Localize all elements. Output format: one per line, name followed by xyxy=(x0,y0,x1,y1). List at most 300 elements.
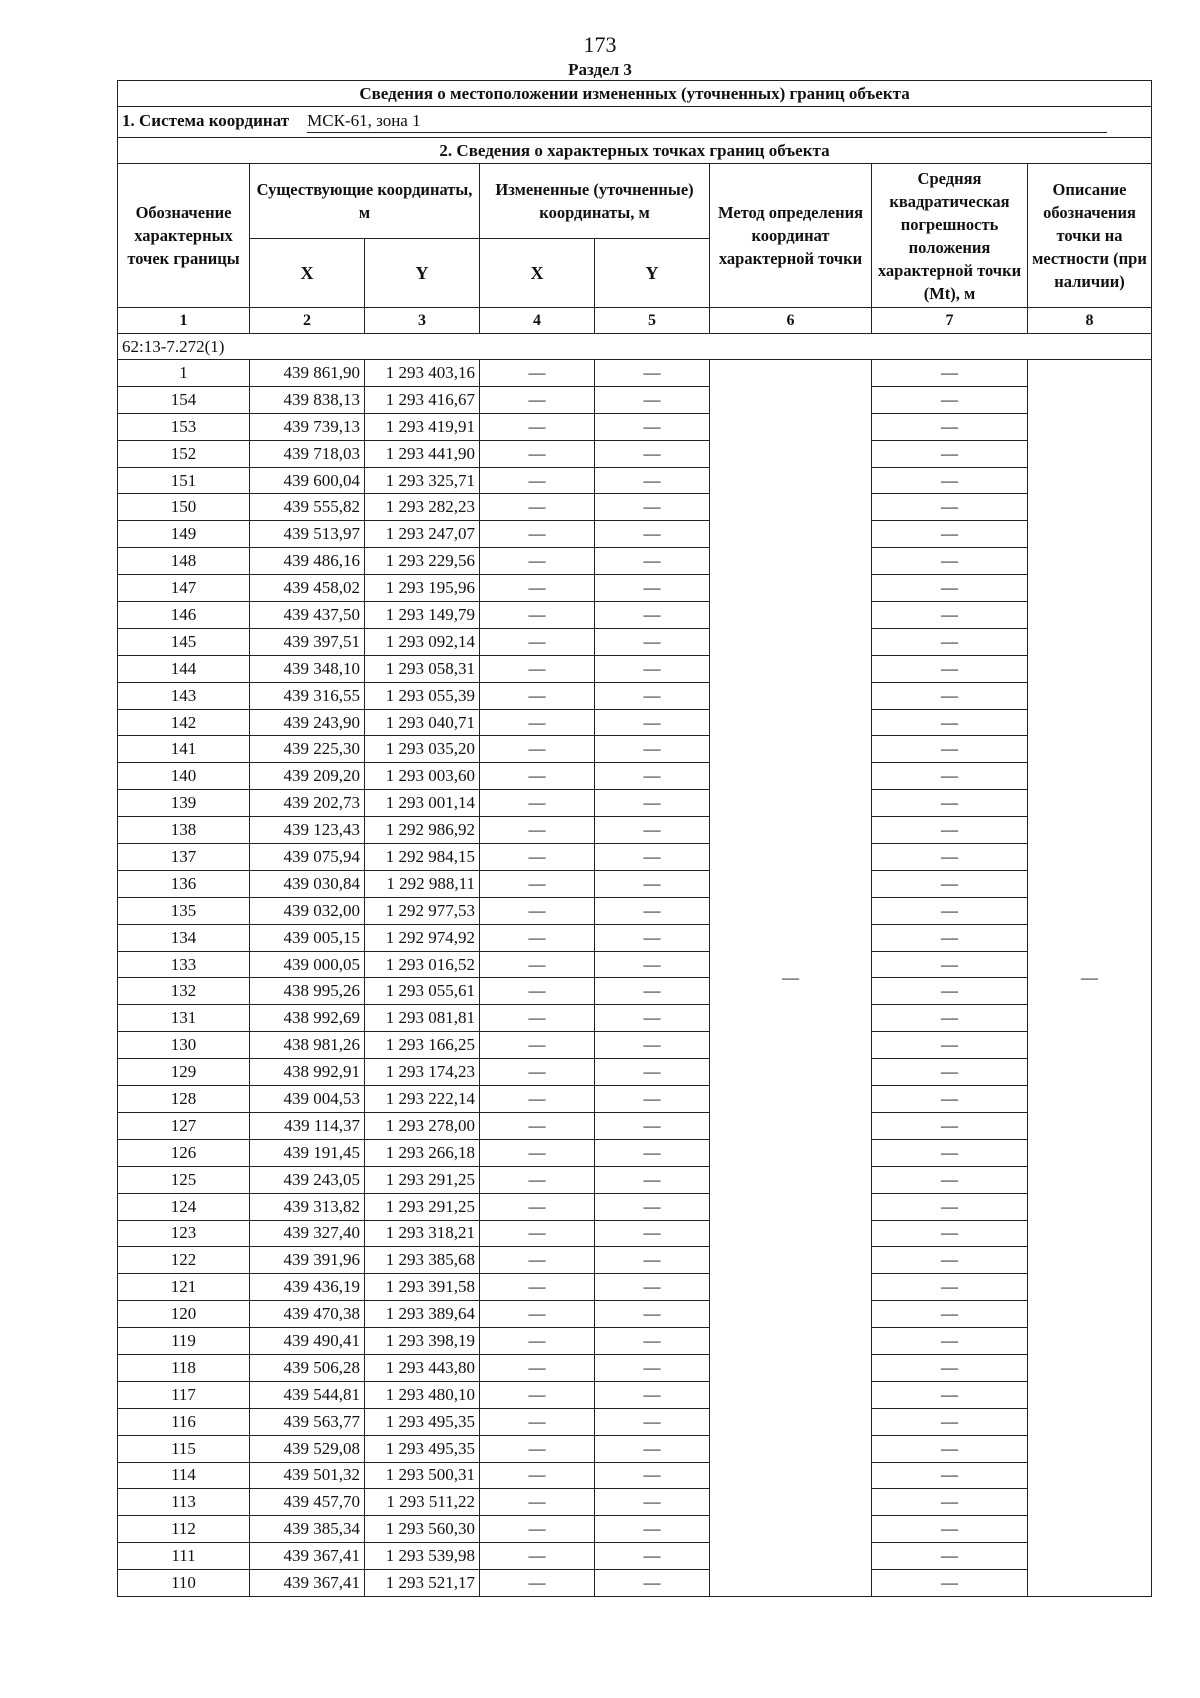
changed-x: — xyxy=(480,1086,595,1113)
changed-x: — xyxy=(480,978,595,1005)
table-row xyxy=(118,1086,1152,1113)
existing-x: 439 838,13 xyxy=(250,386,365,413)
changed-y: — xyxy=(595,790,710,817)
error-cell: — xyxy=(872,1112,1028,1139)
existing-x: 439 075,94 xyxy=(250,844,365,871)
existing-x: 439 529,08 xyxy=(250,1435,365,1462)
changed-x: — xyxy=(480,897,595,924)
existing-x: 439 436,19 xyxy=(250,1274,365,1301)
point-id: 137 xyxy=(118,844,250,871)
existing-x: 439 243,90 xyxy=(250,709,365,736)
existing-x: 439 367,41 xyxy=(250,1570,365,1597)
changed-x: — xyxy=(480,709,595,736)
existing-x: 439 209,20 xyxy=(250,763,365,790)
error-cell: — xyxy=(872,655,1028,682)
point-id: 136 xyxy=(118,870,250,897)
header-description: Описание обозначения точки на местности (при наличии) xyxy=(1028,164,1152,308)
existing-x: 439 202,73 xyxy=(250,790,365,817)
existing-x: 439 397,51 xyxy=(250,628,365,655)
point-id: 124 xyxy=(118,1193,250,1220)
error-cell: — xyxy=(872,440,1028,467)
error-cell: — xyxy=(872,1032,1028,1059)
existing-y: 1 292 988,11 xyxy=(365,870,480,897)
existing-x: 439 513,97 xyxy=(250,521,365,548)
existing-x: 439 123,43 xyxy=(250,817,365,844)
changed-y: — xyxy=(595,1005,710,1032)
header-existing-x: X xyxy=(250,239,365,308)
changed-y: — xyxy=(595,575,710,602)
changed-y: — xyxy=(595,1301,710,1328)
table-row xyxy=(118,978,1152,1005)
existing-y: 1 293 389,64 xyxy=(365,1301,480,1328)
existing-x: 439 243,05 xyxy=(250,1166,365,1193)
error-cell: — xyxy=(872,1462,1028,1489)
table-row xyxy=(118,897,1152,924)
error-cell: — xyxy=(872,1086,1028,1113)
point-id: 121 xyxy=(118,1274,250,1301)
existing-x: 439 004,53 xyxy=(250,1086,365,1113)
header-existing-y: Y xyxy=(365,239,480,308)
point-id: 123 xyxy=(118,1220,250,1247)
point-id: 151 xyxy=(118,467,250,494)
error-cell: — xyxy=(872,844,1028,871)
method-cell: — xyxy=(710,360,872,1597)
table-row xyxy=(118,1408,1152,1435)
existing-y: 1 293 419,91 xyxy=(365,413,480,440)
table-row xyxy=(118,548,1152,575)
changed-x: — xyxy=(480,1543,595,1570)
error-cell: — xyxy=(872,1328,1028,1355)
changed-x: — xyxy=(480,1462,595,1489)
table-row xyxy=(118,1274,1152,1301)
column-number: 2 xyxy=(250,308,365,334)
existing-y: 1 293 480,10 xyxy=(365,1381,480,1408)
column-number: 1 xyxy=(118,308,250,334)
changed-x: — xyxy=(480,844,595,871)
changed-y: — xyxy=(595,1032,710,1059)
point-id: 122 xyxy=(118,1247,250,1274)
existing-y: 1 293 055,61 xyxy=(365,978,480,1005)
table-row xyxy=(118,870,1152,897)
existing-x: 439 437,50 xyxy=(250,602,365,629)
table-row xyxy=(118,386,1152,413)
existing-y: 1 293 229,56 xyxy=(365,548,480,575)
existing-x: 439 506,28 xyxy=(250,1354,365,1381)
changed-x: — xyxy=(480,1274,595,1301)
table-row xyxy=(118,494,1152,521)
existing-y: 1 293 495,35 xyxy=(365,1408,480,1435)
table-row xyxy=(118,1059,1152,1086)
error-cell: — xyxy=(872,1354,1028,1381)
changed-x: — xyxy=(480,521,595,548)
coord-system-row xyxy=(118,107,1152,138)
changed-x: — xyxy=(480,494,595,521)
changed-x: — xyxy=(480,817,595,844)
changed-x: — xyxy=(480,1139,595,1166)
existing-y: 1 293 416,67 xyxy=(365,386,480,413)
existing-x: 439 032,00 xyxy=(250,897,365,924)
changed-x: — xyxy=(480,682,595,709)
column-number: 5 xyxy=(595,308,710,334)
error-cell: — xyxy=(872,360,1028,387)
table-row xyxy=(118,736,1152,763)
error-cell: — xyxy=(872,1543,1028,1570)
point-id: 120 xyxy=(118,1301,250,1328)
error-cell: — xyxy=(872,467,1028,494)
error-cell: — xyxy=(872,602,1028,629)
table-row xyxy=(118,467,1152,494)
changed-x: — xyxy=(480,1328,595,1355)
changed-x: — xyxy=(480,386,595,413)
point-id: 125 xyxy=(118,1166,250,1193)
error-cell: — xyxy=(872,1220,1028,1247)
changed-y: — xyxy=(595,897,710,924)
changed-y: — xyxy=(595,1543,710,1570)
changed-x: — xyxy=(480,1059,595,1086)
existing-y: 1 293 166,25 xyxy=(365,1032,480,1059)
table-row xyxy=(118,924,1152,951)
existing-y: 1 292 984,15 xyxy=(365,844,480,871)
table-row xyxy=(118,682,1152,709)
changed-x: — xyxy=(480,790,595,817)
existing-y: 1 293 174,23 xyxy=(365,1059,480,1086)
error-cell: — xyxy=(872,1059,1028,1086)
error-cell: — xyxy=(872,924,1028,951)
point-id: 111 xyxy=(118,1543,250,1570)
existing-y: 1 293 092,14 xyxy=(365,628,480,655)
existing-x: 439 490,41 xyxy=(250,1328,365,1355)
changed-y: — xyxy=(595,386,710,413)
existing-x: 439 391,96 xyxy=(250,1247,365,1274)
changed-y: — xyxy=(595,1328,710,1355)
point-id: 150 xyxy=(118,494,250,521)
existing-x: 439 030,84 xyxy=(250,870,365,897)
table-row xyxy=(118,1301,1152,1328)
error-cell: — xyxy=(872,1570,1028,1597)
changed-y: — xyxy=(595,521,710,548)
point-id: 1 xyxy=(118,360,250,387)
error-cell: — xyxy=(872,978,1028,1005)
existing-y: 1 292 974,92 xyxy=(365,924,480,951)
error-cell: — xyxy=(872,628,1028,655)
changed-x: — xyxy=(480,1247,595,1274)
existing-y: 1 293 539,98 xyxy=(365,1543,480,1570)
table-title: Сведения о местоположении измененных (уточненных) границ объекта xyxy=(118,81,1152,107)
error-cell: — xyxy=(872,1166,1028,1193)
changed-x: — xyxy=(480,602,595,629)
table-row xyxy=(118,1543,1152,1570)
existing-y: 1 293 391,58 xyxy=(365,1274,480,1301)
changed-y: — xyxy=(595,844,710,871)
changed-y: — xyxy=(595,817,710,844)
point-id: 119 xyxy=(118,1328,250,1355)
error-cell: — xyxy=(872,951,1028,978)
changed-y: — xyxy=(595,870,710,897)
column-number: 3 xyxy=(365,308,480,334)
coord-system-value: МСК-61, зона 1 xyxy=(307,111,1107,133)
existing-x: 439 225,30 xyxy=(250,736,365,763)
point-id: 142 xyxy=(118,709,250,736)
table-row xyxy=(118,1328,1152,1355)
table-row xyxy=(118,1032,1152,1059)
table-row xyxy=(118,1381,1152,1408)
changed-y: — xyxy=(595,1462,710,1489)
boundary-table xyxy=(117,80,1152,1597)
changed-y: — xyxy=(595,440,710,467)
table-row xyxy=(118,817,1152,844)
point-id: 116 xyxy=(118,1408,250,1435)
column-number: 4 xyxy=(480,308,595,334)
existing-x: 439 458,02 xyxy=(250,575,365,602)
changed-y: — xyxy=(595,736,710,763)
existing-y: 1 293 195,96 xyxy=(365,575,480,602)
point-id: 115 xyxy=(118,1435,250,1462)
existing-x: 439 563,77 xyxy=(250,1408,365,1435)
changed-x: — xyxy=(480,1112,595,1139)
existing-y: 1 293 495,35 xyxy=(365,1435,480,1462)
point-id: 127 xyxy=(118,1112,250,1139)
table-row xyxy=(118,413,1152,440)
changed-x: — xyxy=(480,1489,595,1516)
existing-y: 1 293 385,68 xyxy=(365,1247,480,1274)
changed-y: — xyxy=(595,763,710,790)
header-error: Средняя квадратическая погрешность положения характерной точки (Mt), м xyxy=(872,164,1028,308)
error-cell: — xyxy=(872,1489,1028,1516)
table-row xyxy=(118,709,1152,736)
changed-x: — xyxy=(480,951,595,978)
existing-y: 1 293 266,18 xyxy=(365,1139,480,1166)
existing-x: 439 555,82 xyxy=(250,494,365,521)
existing-y: 1 293 291,25 xyxy=(365,1166,480,1193)
error-cell: — xyxy=(872,1435,1028,1462)
existing-x: 439 861,90 xyxy=(250,360,365,387)
table-row xyxy=(118,1462,1152,1489)
changed-x: — xyxy=(480,1570,595,1597)
existing-y: 1 293 291,25 xyxy=(365,1193,480,1220)
point-id: 126 xyxy=(118,1139,250,1166)
changed-x: — xyxy=(480,413,595,440)
table-row xyxy=(118,844,1152,871)
changed-y: — xyxy=(595,602,710,629)
table-row xyxy=(118,628,1152,655)
changed-y: — xyxy=(595,1516,710,1543)
point-id: 135 xyxy=(118,897,250,924)
error-cell: — xyxy=(872,413,1028,440)
changed-y: — xyxy=(595,628,710,655)
existing-x: 439 544,81 xyxy=(250,1381,365,1408)
changed-y: — xyxy=(595,1435,710,1462)
point-id: 113 xyxy=(118,1489,250,1516)
existing-y: 1 293 058,31 xyxy=(365,655,480,682)
existing-y: 1 293 441,90 xyxy=(365,440,480,467)
changed-x: — xyxy=(480,1193,595,1220)
point-id: 141 xyxy=(118,736,250,763)
table-row xyxy=(118,1112,1152,1139)
changed-y: — xyxy=(595,1408,710,1435)
changed-x: — xyxy=(480,360,595,387)
error-cell: — xyxy=(872,386,1028,413)
error-cell: — xyxy=(872,870,1028,897)
existing-x: 439 327,40 xyxy=(250,1220,365,1247)
existing-x: 439 457,70 xyxy=(250,1489,365,1516)
changed-y: — xyxy=(595,1193,710,1220)
existing-x: 439 718,03 xyxy=(250,440,365,467)
changed-y: — xyxy=(595,1086,710,1113)
existing-y: 1 293 016,52 xyxy=(365,951,480,978)
changed-x: — xyxy=(480,1516,595,1543)
existing-y: 1 293 003,60 xyxy=(365,763,480,790)
table-row xyxy=(118,1139,1152,1166)
changed-y: — xyxy=(595,360,710,387)
changed-y: — xyxy=(595,924,710,951)
error-cell: — xyxy=(872,1139,1028,1166)
changed-y: — xyxy=(595,1274,710,1301)
point-id: 144 xyxy=(118,655,250,682)
changed-x: — xyxy=(480,575,595,602)
error-cell: — xyxy=(872,1274,1028,1301)
column-number: 7 xyxy=(872,308,1028,334)
page-number: 173 xyxy=(583,32,617,57)
column-number: 6 xyxy=(710,308,872,334)
point-id: 143 xyxy=(118,682,250,709)
error-cell: — xyxy=(872,790,1028,817)
existing-y: 1 292 986,92 xyxy=(365,817,480,844)
table-row xyxy=(118,1435,1152,1462)
changed-x: — xyxy=(480,763,595,790)
changed-y: — xyxy=(595,1166,710,1193)
existing-x: 439 600,04 xyxy=(250,467,365,494)
table-row xyxy=(118,575,1152,602)
point-id: 140 xyxy=(118,763,250,790)
error-cell: — xyxy=(872,521,1028,548)
changed-y: — xyxy=(595,655,710,682)
changed-x: — xyxy=(480,1408,595,1435)
existing-y: 1 293 222,14 xyxy=(365,1086,480,1113)
point-id: 147 xyxy=(118,575,250,602)
changed-y: — xyxy=(595,1112,710,1139)
changed-x: — xyxy=(480,655,595,682)
table-row xyxy=(118,1166,1152,1193)
existing-x: 438 992,69 xyxy=(250,1005,365,1032)
existing-x: 439 000,05 xyxy=(250,951,365,978)
changed-y: — xyxy=(595,1059,710,1086)
table-row xyxy=(118,440,1152,467)
point-id: 145 xyxy=(118,628,250,655)
error-cell: — xyxy=(872,1381,1028,1408)
existing-x: 439 348,10 xyxy=(250,655,365,682)
point-id: 132 xyxy=(118,978,250,1005)
changed-x: — xyxy=(480,736,595,763)
table-row xyxy=(118,763,1152,790)
parcel-number: 62:13-7.272(1) xyxy=(118,334,1152,360)
changed-x: — xyxy=(480,924,595,951)
coord-system-label: 1. Система координат xyxy=(122,111,290,130)
error-cell: — xyxy=(872,736,1028,763)
header-changed-x: X xyxy=(480,239,595,308)
table-row xyxy=(118,1005,1152,1032)
changed-x: — xyxy=(480,628,595,655)
existing-y: 1 293 035,20 xyxy=(365,736,480,763)
changed-y: — xyxy=(595,951,710,978)
changed-x: — xyxy=(480,870,595,897)
existing-y: 1 293 325,71 xyxy=(365,467,480,494)
existing-x: 439 316,55 xyxy=(250,682,365,709)
point-id: 114 xyxy=(118,1462,250,1489)
existing-x: 439 385,34 xyxy=(250,1516,365,1543)
existing-y: 1 293 560,30 xyxy=(365,1516,480,1543)
existing-y: 1 293 247,07 xyxy=(365,521,480,548)
table-row xyxy=(118,1193,1152,1220)
point-id: 131 xyxy=(118,1005,250,1032)
header-existing: Существующие координаты, м xyxy=(250,164,480,239)
changed-y: — xyxy=(595,1354,710,1381)
existing-x: 439 114,37 xyxy=(250,1112,365,1139)
existing-y: 1 293 511,22 xyxy=(365,1489,480,1516)
error-cell: — xyxy=(872,763,1028,790)
changed-y: — xyxy=(595,494,710,521)
existing-y: 1 293 318,21 xyxy=(365,1220,480,1247)
header-changed: Измененные (уточненные) координаты, м xyxy=(480,164,710,239)
existing-y: 1 293 443,80 xyxy=(365,1354,480,1381)
error-cell: — xyxy=(872,897,1028,924)
changed-x: — xyxy=(480,1005,595,1032)
point-id: 149 xyxy=(118,521,250,548)
table-row xyxy=(118,951,1152,978)
existing-y: 1 293 403,16 xyxy=(365,360,480,387)
section-title: Раздел 3 xyxy=(568,60,632,79)
header-changed-y: Y xyxy=(595,239,710,308)
existing-x: 438 995,26 xyxy=(250,978,365,1005)
point-id: 133 xyxy=(118,951,250,978)
changed-y: — xyxy=(595,548,710,575)
point-id: 152 xyxy=(118,440,250,467)
changed-x: — xyxy=(480,1220,595,1247)
point-id: 154 xyxy=(118,386,250,413)
existing-x: 439 191,45 xyxy=(250,1139,365,1166)
point-id: 153 xyxy=(118,413,250,440)
point-id: 112 xyxy=(118,1516,250,1543)
point-id: 139 xyxy=(118,790,250,817)
existing-y: 1 293 149,79 xyxy=(365,602,480,629)
table-row xyxy=(118,655,1152,682)
existing-x: 439 005,15 xyxy=(250,924,365,951)
point-id: 130 xyxy=(118,1032,250,1059)
table-row xyxy=(118,521,1152,548)
point-id: 117 xyxy=(118,1381,250,1408)
existing-y: 1 293 055,39 xyxy=(365,682,480,709)
table-row xyxy=(118,1354,1152,1381)
error-cell: — xyxy=(872,1301,1028,1328)
changed-x: — xyxy=(480,467,595,494)
existing-x: 438 981,26 xyxy=(250,1032,365,1059)
table-row xyxy=(118,1570,1152,1597)
changed-y: — xyxy=(595,1139,710,1166)
column-number: 8 xyxy=(1028,308,1152,334)
existing-y: 1 293 521,17 xyxy=(365,1570,480,1597)
point-id: 118 xyxy=(118,1354,250,1381)
changed-x: — xyxy=(480,1032,595,1059)
existing-y: 1 293 398,19 xyxy=(365,1328,480,1355)
error-cell: — xyxy=(872,709,1028,736)
existing-x: 439 501,32 xyxy=(250,1462,365,1489)
existing-x: 439 367,41 xyxy=(250,1543,365,1570)
existing-x: 438 992,91 xyxy=(250,1059,365,1086)
error-cell: — xyxy=(872,682,1028,709)
changed-y: — xyxy=(595,1220,710,1247)
existing-y: 1 293 278,00 xyxy=(365,1112,480,1139)
error-cell: — xyxy=(872,1193,1028,1220)
table-row xyxy=(118,1247,1152,1274)
